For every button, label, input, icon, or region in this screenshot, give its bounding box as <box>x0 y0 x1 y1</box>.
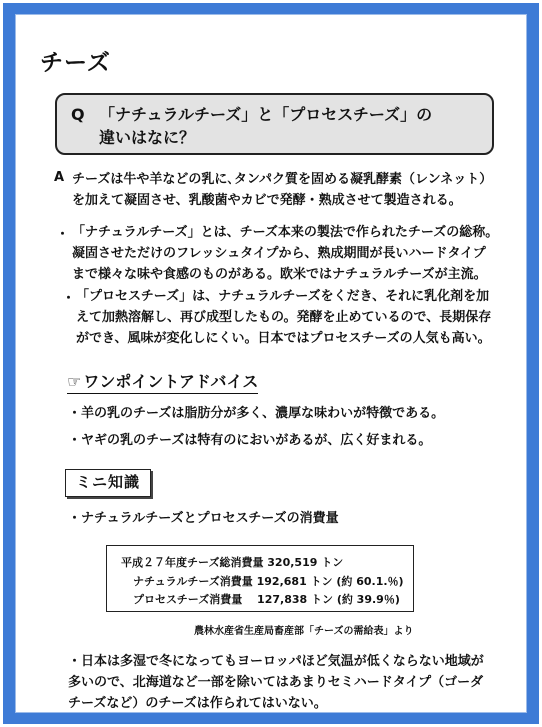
answer-text: チーズは牛や羊などの乳に､タンパク質を固める凝乳酵素（レンネット） を加えて凝固させ、乳酸菌やカビで発酵・熟成させて製造される。 <box>72 172 493 208</box>
total-consumption: 平成２７年度チーズ総消費量 320,519 トン <box>121 556 344 569</box>
pointing-hand-icon: ☞ <box>67 372 82 391</box>
source-citation: 農林水産省生産局畜産部「チーズの需給表」より <box>194 626 414 637</box>
content-panel <box>15 14 527 713</box>
advice-heading-text: ワンポイントアドバイス <box>83 372 259 391</box>
natural-cheese-text: 「ナチュラルチーズ」とは、チーズ本来の製法で作られたチーズの総称。 凝固させただけのフレッシュタイプから、熟成期間が長いハードタイプ まで様々な味や食感のものがある。欧米ではナチュラルチーズが主流。 <box>72 225 499 282</box>
natural-consumption: ナチュラルチーズ消費量 192,681 トン (約 60.1.％) <box>133 575 404 588</box>
question-box <box>55 93 494 155</box>
process-consumption: プロセスチーズ消費量 127,838 トン (約 39.9％) <box>133 593 400 606</box>
one-point-advice-heading <box>67 369 258 394</box>
process-bullet: ・ <box>62 291 76 306</box>
advice-item-goat: ・ヤギの乳のチーズは特有のにおいがあるが、広く好まれる。 <box>68 433 432 448</box>
japan-note: ・日本は多湿で冬になってもヨーロッパほど気温が低くならない地域が 多いので、北海道など一部を除いてはあまりセミハードタイプ（ゴーダ チーズなど）のチーズは作られてはいない。 <box>68 654 484 711</box>
consumption-item: ・ナチュラルチーズとプロセスチーズの消費量 <box>68 511 339 526</box>
page-title: チーズ <box>40 50 111 76</box>
advice-item-sheep: ・羊の乳のチーズは脂肪分が多く、濃厚な味わいが特徴である。 <box>68 406 445 421</box>
consumption-table <box>106 545 414 612</box>
mini-knowledge-label: ミニ知識 <box>65 469 151 497</box>
page-border <box>3 3 539 724</box>
question-mark: Q <box>71 105 85 124</box>
answer-mark: A <box>54 170 65 185</box>
process-cheese-text: 「プロセスチーズ」は、ナチュラルチーズをくだき、それに乳化剤を加 えて加熱溶解し、再び成型したもの。発酵を止めているので、長期保存 ができ、風味が変化しにくい。日本ではプロセスチーズの人気も高い。 <box>76 289 492 346</box>
natural-bullet: ・ <box>56 227 70 242</box>
question-text: 「ナチュラルチーズ」と「プロセスチーズ」の 違いはなに？ <box>99 105 433 147</box>
